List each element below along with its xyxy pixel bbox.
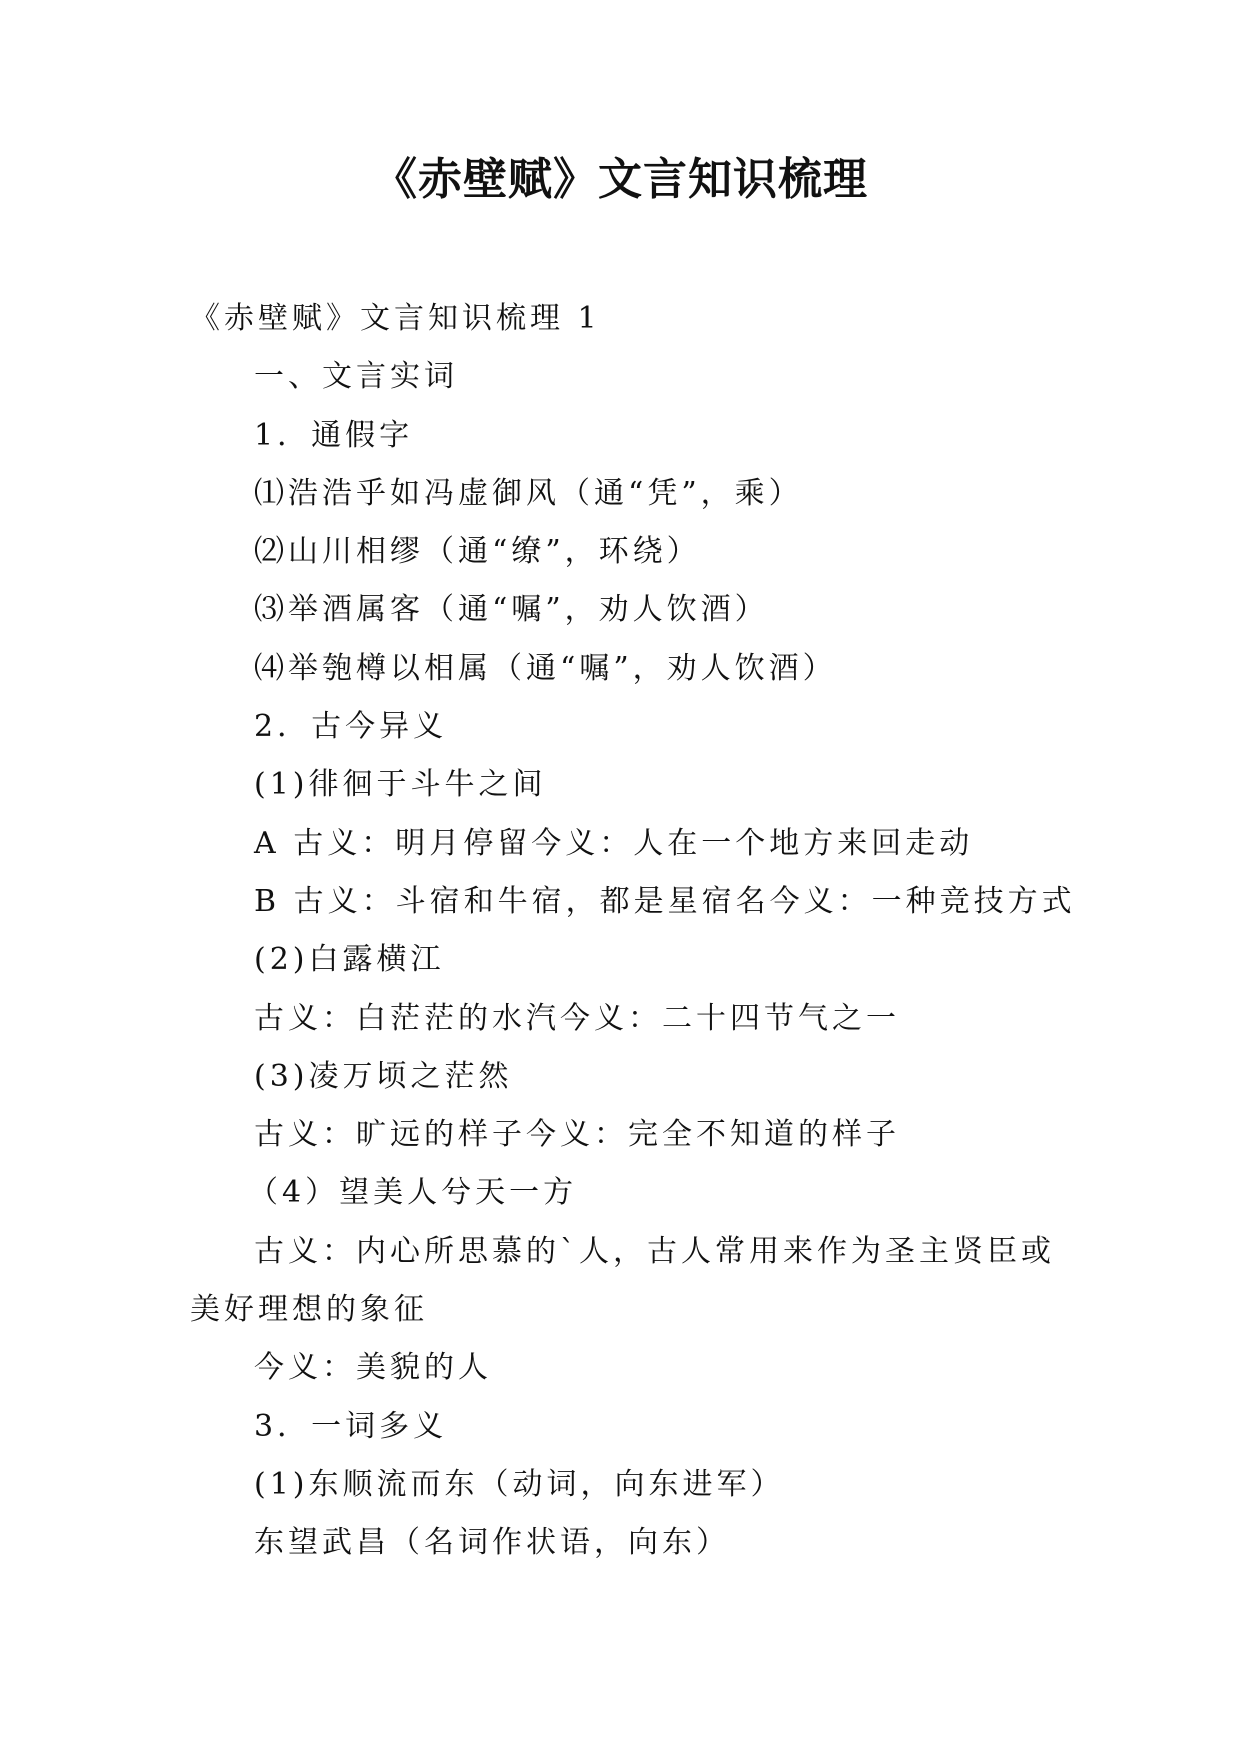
section-heading: 《赤壁赋》文言知识梳理 1	[190, 301, 601, 336]
definition-line: A 古义：明月停留今义：人在一个地方来回走动	[254, 825, 974, 861]
list-item: (1)徘徊于斗牛之间	[254, 767, 547, 803]
list-item: ⑴浩浩乎如冯虚御风（通“凭”，乘）	[254, 475, 803, 511]
definition-line: 今义：美貌的人	[254, 1350, 492, 1386]
list-item: (3)凌万顷之茫然	[254, 1058, 513, 1094]
document-body	[190, 290, 1076, 1573]
list-item: (2)白露横江	[254, 942, 445, 978]
definition-line-continued: 美好理想的象征	[190, 1292, 428, 1328]
definition-line: 古义：内心所思慕的`人，古人常用来作为圣主贤臣或	[254, 1233, 1055, 1269]
list-item: ⑵山川相缪（通“缭”，环绕）	[254, 534, 701, 570]
definition-line: 古义：白茫茫的水汽今义：二十四节气之一	[254, 1000, 900, 1036]
list-item: （4）望美人兮天一方	[248, 1175, 578, 1211]
list-item: ⑶举酒属客（通“嘱”，劝人饮酒）	[254, 592, 769, 628]
document-title: 《赤壁赋》文言知识梳理	[373, 154, 868, 205]
list-item: ⑷举匏樽以相属（通“嘱”，劝人饮酒）	[254, 650, 837, 686]
definition-line: 东望武昌（名词作状语，向东）	[254, 1525, 730, 1561]
list-item: (1)东顺流而东（动词，向东进军）	[254, 1466, 785, 1502]
topic-heading: 2．古今异义	[254, 709, 448, 745]
definition-line: 古义：旷远的样子今义：完全不知道的样子	[254, 1117, 900, 1153]
subsection-heading: 一、文言实词	[254, 359, 458, 395]
topic-heading: 1．通假字	[254, 417, 414, 453]
definition-line: B 古义：斗宿和牛宿，都是星宿名今义：一种竞技方式	[254, 883, 1076, 919]
topic-heading: 3．一词多义	[254, 1408, 448, 1444]
